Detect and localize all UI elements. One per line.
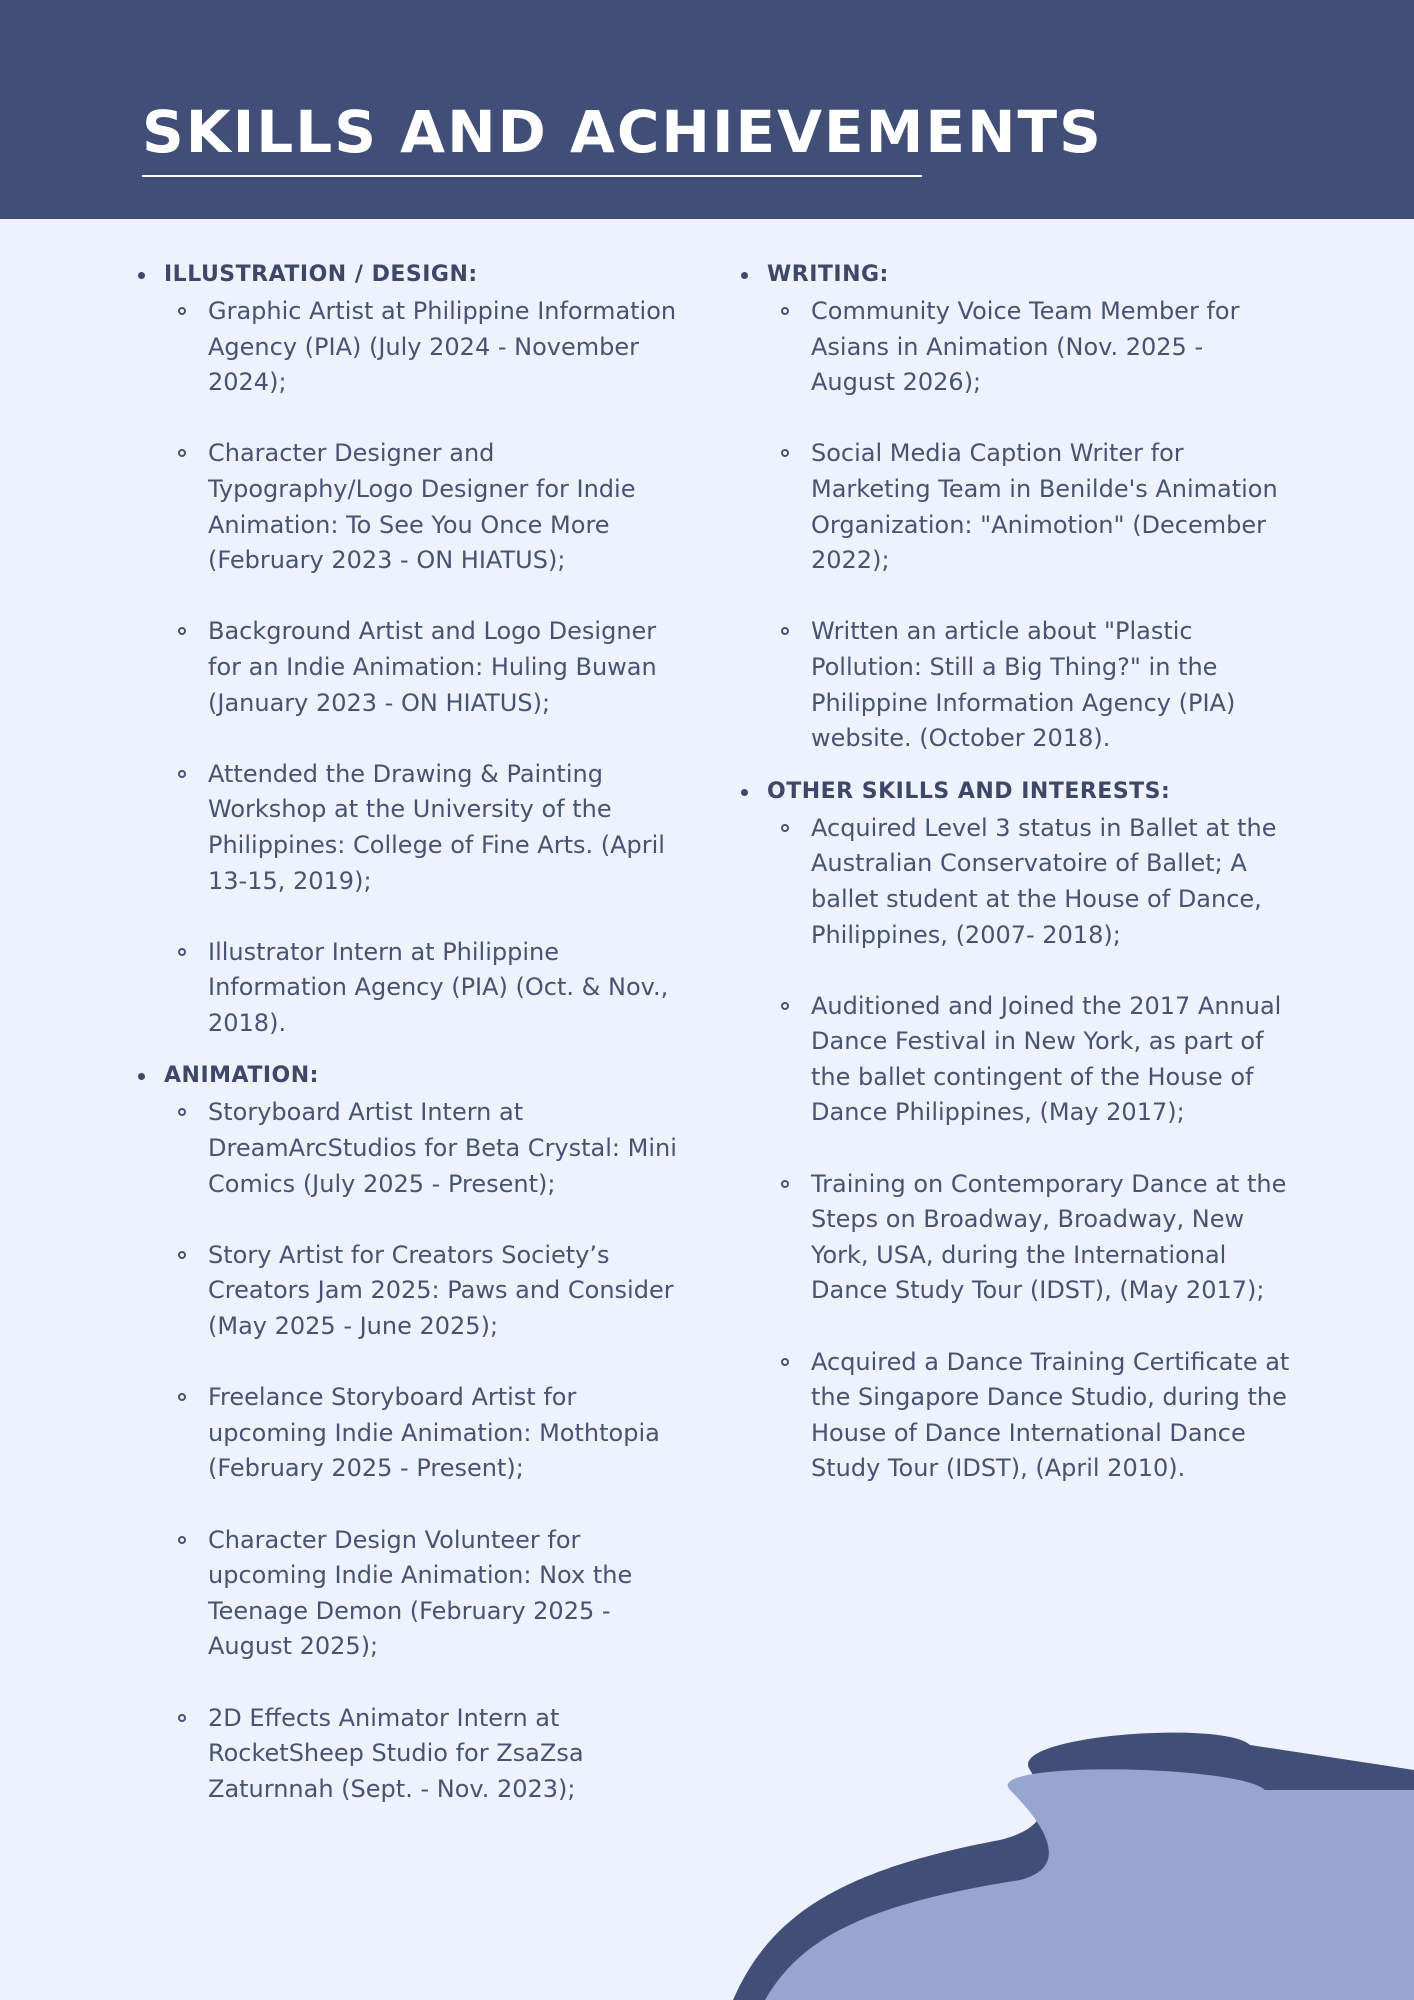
list-item xyxy=(136,1238,688,1345)
section-other-skills xyxy=(739,775,1299,1487)
bullet-circle xyxy=(178,770,186,778)
section-heading-text: OTHER SKILLS AND INTERESTS: xyxy=(767,778,1171,804)
list-item-text: Community Voice Team Member for Asians in Animation (Nov. 2025 - August 2026); xyxy=(811,297,1240,397)
bullet-circle xyxy=(178,1251,186,1259)
section-heading-text: WRITING: xyxy=(767,262,889,287)
list-item-text: Character Design Volunteer for upcoming Indie Animation: Nox the Teenage Demon (February 2025 - August 2025); xyxy=(208,1525,633,1661)
list-item xyxy=(136,757,688,899)
page-title: SKILLS AND ACHIEVEMENTS xyxy=(142,98,1103,166)
list-item-text: Attended the Drawing & Painting Workshop at the University of the Philippines: College of Fine Arts. (April 13-15, 2019); xyxy=(208,759,665,895)
section-writing xyxy=(739,258,1299,757)
bullet-circle xyxy=(178,627,186,635)
list-item-text: Freelance Storyboard Artist for upcoming Indie Animation: Mothtopia (February 2025 - Present); xyxy=(208,1383,660,1483)
list-item xyxy=(739,811,1291,953)
list-item-text: Story Artist for Creators Society’s Creators Jam 2025: Paws and Consider (May 2025 - June 2025); xyxy=(208,1240,674,1341)
list-item-text: 2D Effects Animator Intern at RocketSheep Studio for ZsaZsa Zaturnnah (Sept. - Nov. 2023); xyxy=(208,1703,584,1803)
list-item xyxy=(136,1380,688,1487)
bullet-circle xyxy=(178,1393,186,1401)
bullet-circle xyxy=(781,824,789,832)
header-banner xyxy=(0,0,1414,219)
item-list xyxy=(739,811,1299,1487)
list-item-text: Character Designer and Typography/Logo Designer for Indie Animation: To See You Once More (February 2023 - ON HIATUS); xyxy=(208,439,636,575)
bullet-circle xyxy=(781,307,789,315)
list-item xyxy=(739,989,1291,1131)
list-item xyxy=(136,1095,688,1202)
list-item xyxy=(136,935,688,1042)
list-item-text: Acquired Level 3 status in Ballet at the Australian Conservatoire of Ballet; A ballet student at the House of Dance, Philippines, (2007- 2018); xyxy=(811,813,1277,949)
list-item-text: Training on Contemporary Dance at the Steps on Broadway, Broadway, New York, USA, during the International Dance Study Tour (IDST), (May 2017); xyxy=(811,1169,1287,1305)
section-animation xyxy=(136,1059,696,1807)
list-item xyxy=(136,436,688,578)
wave-dark-shape xyxy=(733,1733,1414,2000)
list-item xyxy=(136,614,688,721)
section-heading xyxy=(739,775,1299,809)
bullet-dot xyxy=(138,272,145,279)
list-item xyxy=(136,1701,688,1808)
bullet-circle xyxy=(178,307,186,315)
list-item xyxy=(739,436,1291,578)
item-list xyxy=(136,1095,696,1807)
section-illustration-design xyxy=(136,258,696,1041)
list-item-text: Background Artist and Logo Designer for an Indie Animation: Huling Buwan (January 2023 - ON HIATUS); xyxy=(208,617,657,717)
section-heading-text: ILLUSTRATION / DESIGN: xyxy=(164,262,478,287)
list-item xyxy=(739,294,1291,401)
list-item xyxy=(136,1523,688,1665)
bullet-dot xyxy=(138,1073,145,1080)
bullet-circle xyxy=(178,449,186,457)
list-item-text: Social Media Caption Writer for Marketing Team in Benilde's Animation Organization: "Animotion" (December 2022); xyxy=(811,439,1278,575)
section-heading xyxy=(136,258,696,292)
list-item-text: Written an article about "Plastic Pollution: Still a Big Thing?" in the Philippine Information Agency (PIA) website. (October 2018). xyxy=(811,617,1236,753)
bullet-circle xyxy=(781,1002,789,1010)
list-item-text: Auditioned and Joined the 2017 Annual Dance Festival in New York, as part of the ballet contingent of the House of Dance Philippines, (May 2017); xyxy=(811,991,1282,1127)
item-list xyxy=(136,294,696,1041)
bullet-dot xyxy=(741,789,748,796)
list-item-text: Acquired a Dance Training Certificate at the Singapore Dance Studio, during the House of Dance International Dance Study Tour (IDST), (April 2010). xyxy=(811,1347,1290,1483)
section-heading xyxy=(739,258,1299,292)
left-column xyxy=(136,258,696,1825)
title-underline xyxy=(142,175,922,177)
bullet-circle xyxy=(178,948,186,956)
list-item xyxy=(739,1345,1291,1487)
item-list xyxy=(739,294,1299,757)
list-item-text: Illustrator Intern at Philippine Information Agency (PIA) (Oct. & Nov., 2018). xyxy=(208,937,669,1037)
list-item xyxy=(136,294,688,401)
right-column xyxy=(739,258,1299,1505)
bullet-circle xyxy=(178,1536,186,1544)
bullet-circle xyxy=(781,1180,789,1188)
bullet-circle xyxy=(178,1714,186,1722)
bullet-dot xyxy=(741,272,748,279)
wave-light-shape xyxy=(765,1769,1414,2000)
list-item xyxy=(739,614,1291,756)
bullet-circle xyxy=(781,1358,789,1366)
bullet-circle xyxy=(178,1108,186,1116)
section-heading xyxy=(136,1059,696,1093)
bullet-circle xyxy=(781,627,789,635)
bullet-circle xyxy=(781,449,789,457)
list-item-text: Storyboard Artist Intern at DreamArcStudios for Beta Crystal: Mini Comics (July 2025 - Present); xyxy=(208,1098,677,1198)
list-item-text: Graphic Artist at Philippine Information Agency (PIA) (July 2024 - November 2024); xyxy=(208,297,677,397)
list-item xyxy=(739,1167,1291,1309)
section-heading-text: ANIMATION: xyxy=(164,1063,319,1089)
